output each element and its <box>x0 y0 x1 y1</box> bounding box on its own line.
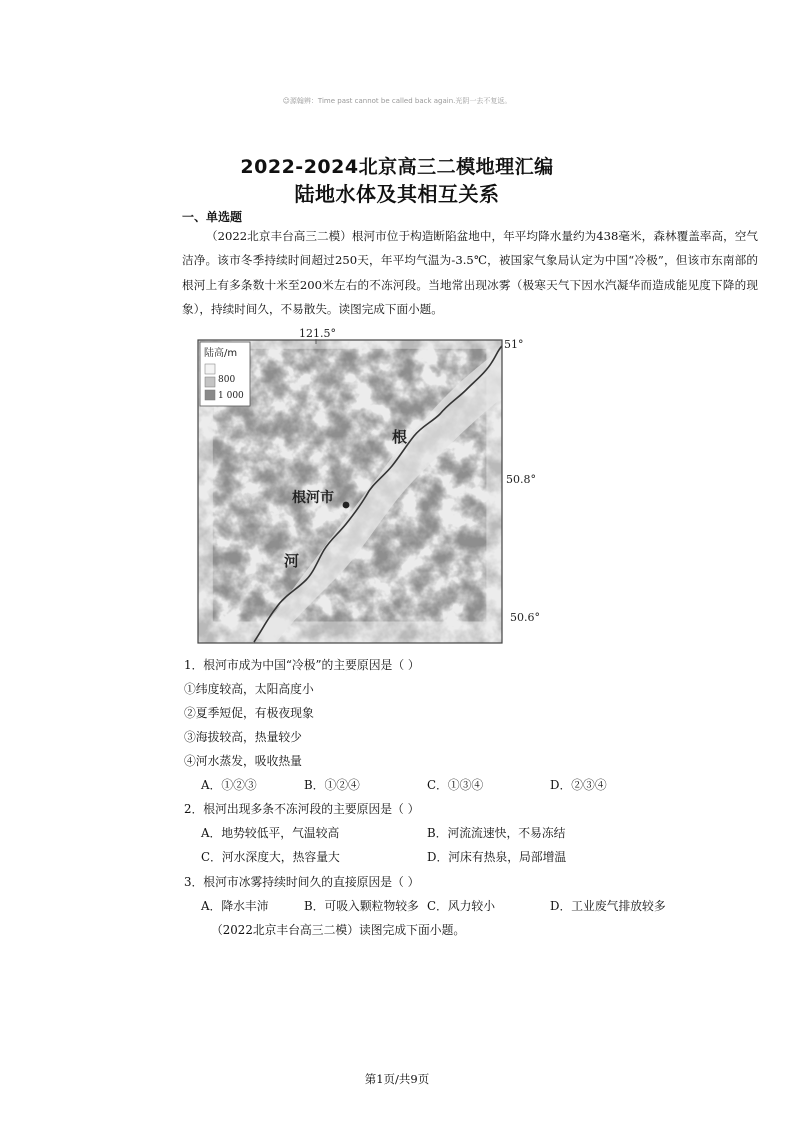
lat-label-50-6: 50.6° <box>510 611 540 624</box>
q2-option-d[interactable]: D．河床有热泉，局部增温 <box>427 850 567 864</box>
city-label: 根河市 <box>292 490 334 506</box>
q3-stem: 3．根河市冰雾持续时间久的直接原因是（ ） <box>184 875 420 889</box>
page-subtitle: 陆地水体及其相互关系 <box>294 182 500 206</box>
q3-option-b[interactable]: B．可吸入颗粒物较多 <box>304 899 419 913</box>
q2-option-b[interactable]: B．河流流速快，不易冻结 <box>427 826 566 840</box>
legend-title: 陆高/m <box>204 348 238 359</box>
q3-option-d[interactable]: D．工业废气排放较多 <box>550 899 666 913</box>
river-label-gen: 根 <box>392 428 408 446</box>
map-figure <box>196 328 541 646</box>
lat-label-50-8: 50.8° <box>506 473 536 486</box>
map-legend <box>200 342 250 406</box>
section-heading: 一、单选题 <box>182 210 243 224</box>
q2-option-c[interactable]: C．河水深度大，热容量大 <box>201 850 340 864</box>
watermark: ☺源翰辨：Time past cannot be called back again.光阴一去不复返。 <box>282 97 512 105</box>
q2-option-a[interactable]: A．地势较低平，气温较高 <box>201 826 340 840</box>
map-relief-high <box>213 349 487 622</box>
q2-stem: 2．根河出现多条不冻河段的主要原因是（ ） <box>184 802 420 816</box>
next-intro: （2022北京丰台高三二模）读图完成下面小题。 <box>211 923 466 937</box>
intro-paragraph: （2022北京丰台高三二模）根河市位于构造断陷盆地中，年平均降水量约为438毫米，森林覆盖率高，空气洁净。该市冬季持续时间超过250天，年平均气温为-3.5℃，被国家气象局认定为中国“冷极”，但该市东南部的根河上有多条数十米至200米左右的不冻河段。当地常出现冰雾（极寒天气下因水汽凝华而造成能见度下降的现象），持续时间久，不易散失。读图完成下面小题。 <box>182 229 758 316</box>
q1-item-1: ①纬度较高，太阳高度小 <box>184 682 314 696</box>
page-title: 2022-2024北京高三二模地理汇编 <box>240 156 554 178</box>
city-marker <box>343 502 350 509</box>
q1-item-4: ④河水蒸发，吸收热量 <box>184 754 302 768</box>
river-label-he: 河 <box>284 552 300 570</box>
q1-item-3: ③海拔较高，热量较少 <box>184 730 302 744</box>
lon-label: 121.5° <box>299 328 336 340</box>
legend-1000: 1 000 <box>218 391 244 401</box>
q1-stem: 1．根河市成为中国“冷极”的主要原因是（ ） <box>184 658 420 672</box>
lat-label-51: 51° <box>504 338 524 351</box>
q1-option-a[interactable]: A．①②③ <box>201 778 257 792</box>
page-footer: 第1页/共9页 <box>364 1072 430 1086</box>
q1-option-c[interactable]: C．①③④ <box>427 778 484 792</box>
q1-option-d[interactable]: D．②③④ <box>550 778 607 792</box>
q1-option-b[interactable]: B．①②④ <box>304 778 360 792</box>
q3-option-c[interactable]: C．风力较小 <box>427 899 496 913</box>
legend-800: 800 <box>218 375 236 385</box>
q1-item-2: ②夏季短促，有极夜现象 <box>184 706 314 720</box>
q3-option-a[interactable]: A．降水丰沛 <box>201 899 269 913</box>
